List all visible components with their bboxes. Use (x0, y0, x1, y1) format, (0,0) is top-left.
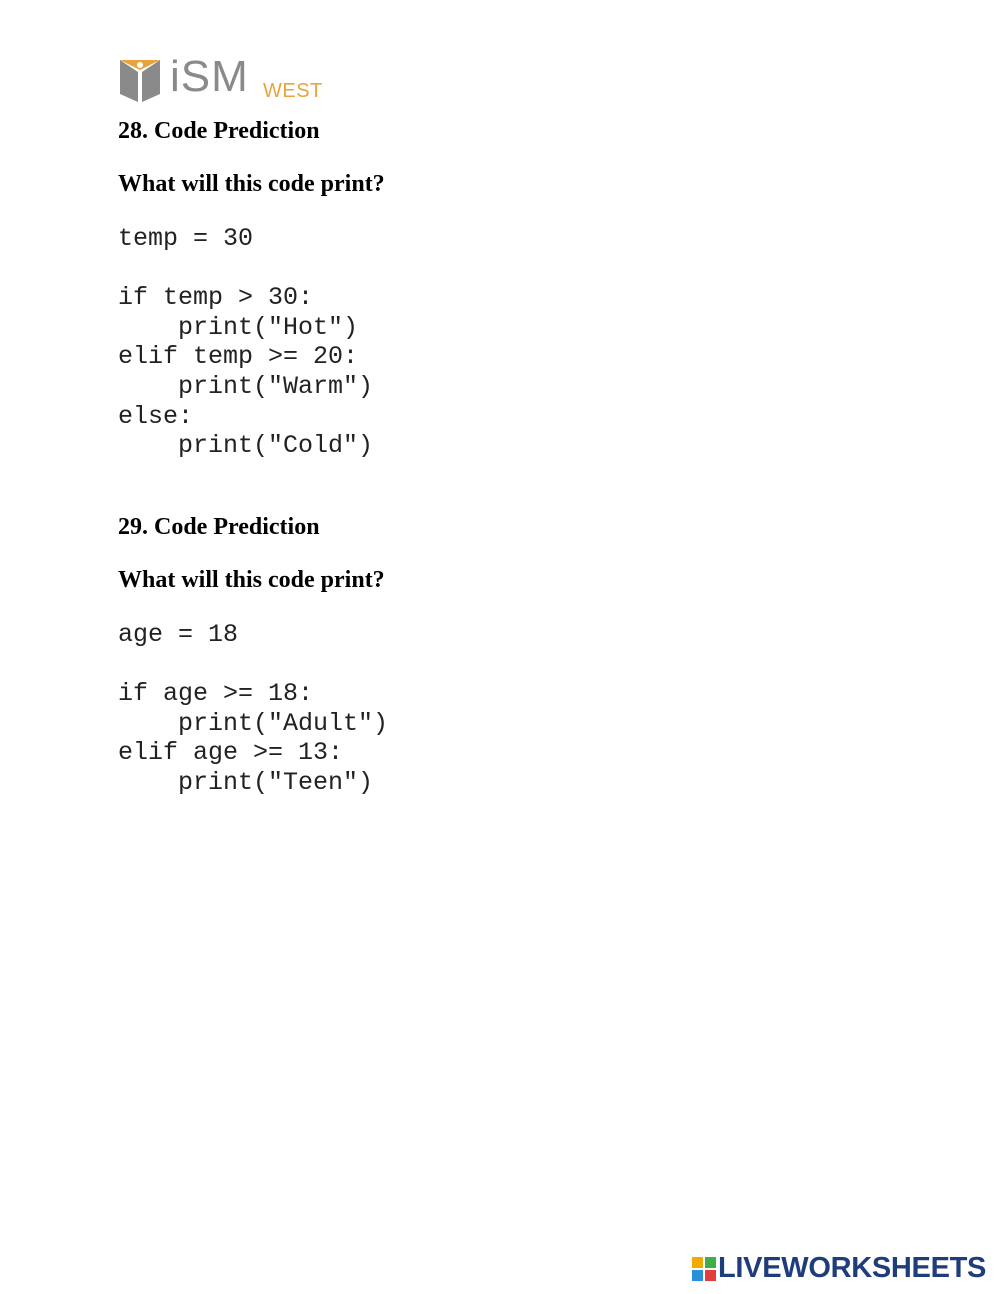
liveworksheets-brand-text: LIVEWORKSHEETS (718, 1252, 987, 1284)
logo-west-text: WEST (263, 80, 323, 102)
ism-west-logo (118, 52, 338, 108)
liveworksheets-logo (692, 1254, 992, 1284)
question-29-title: 29. Code Prediction (118, 514, 320, 540)
question-28-prompt: What will this code print? (118, 171, 385, 197)
ism-logo-mark-icon (118, 58, 162, 104)
question-28-code: temp = 30 if temp > 30: print("Hot") elif temp >= 20: print("Warm") else: print("Cold") (118, 224, 374, 461)
liveworksheets-blocks-icon (692, 1257, 716, 1281)
question-29-code: age = 18 if age >= 18: print("Adult") elif age >= 13: print("Teen") (118, 620, 389, 797)
question-29-prompt: What will this code print? (118, 567, 385, 593)
logo-ism-text: iSM (170, 52, 249, 101)
question-28-title: 28. Code Prediction (118, 118, 320, 144)
